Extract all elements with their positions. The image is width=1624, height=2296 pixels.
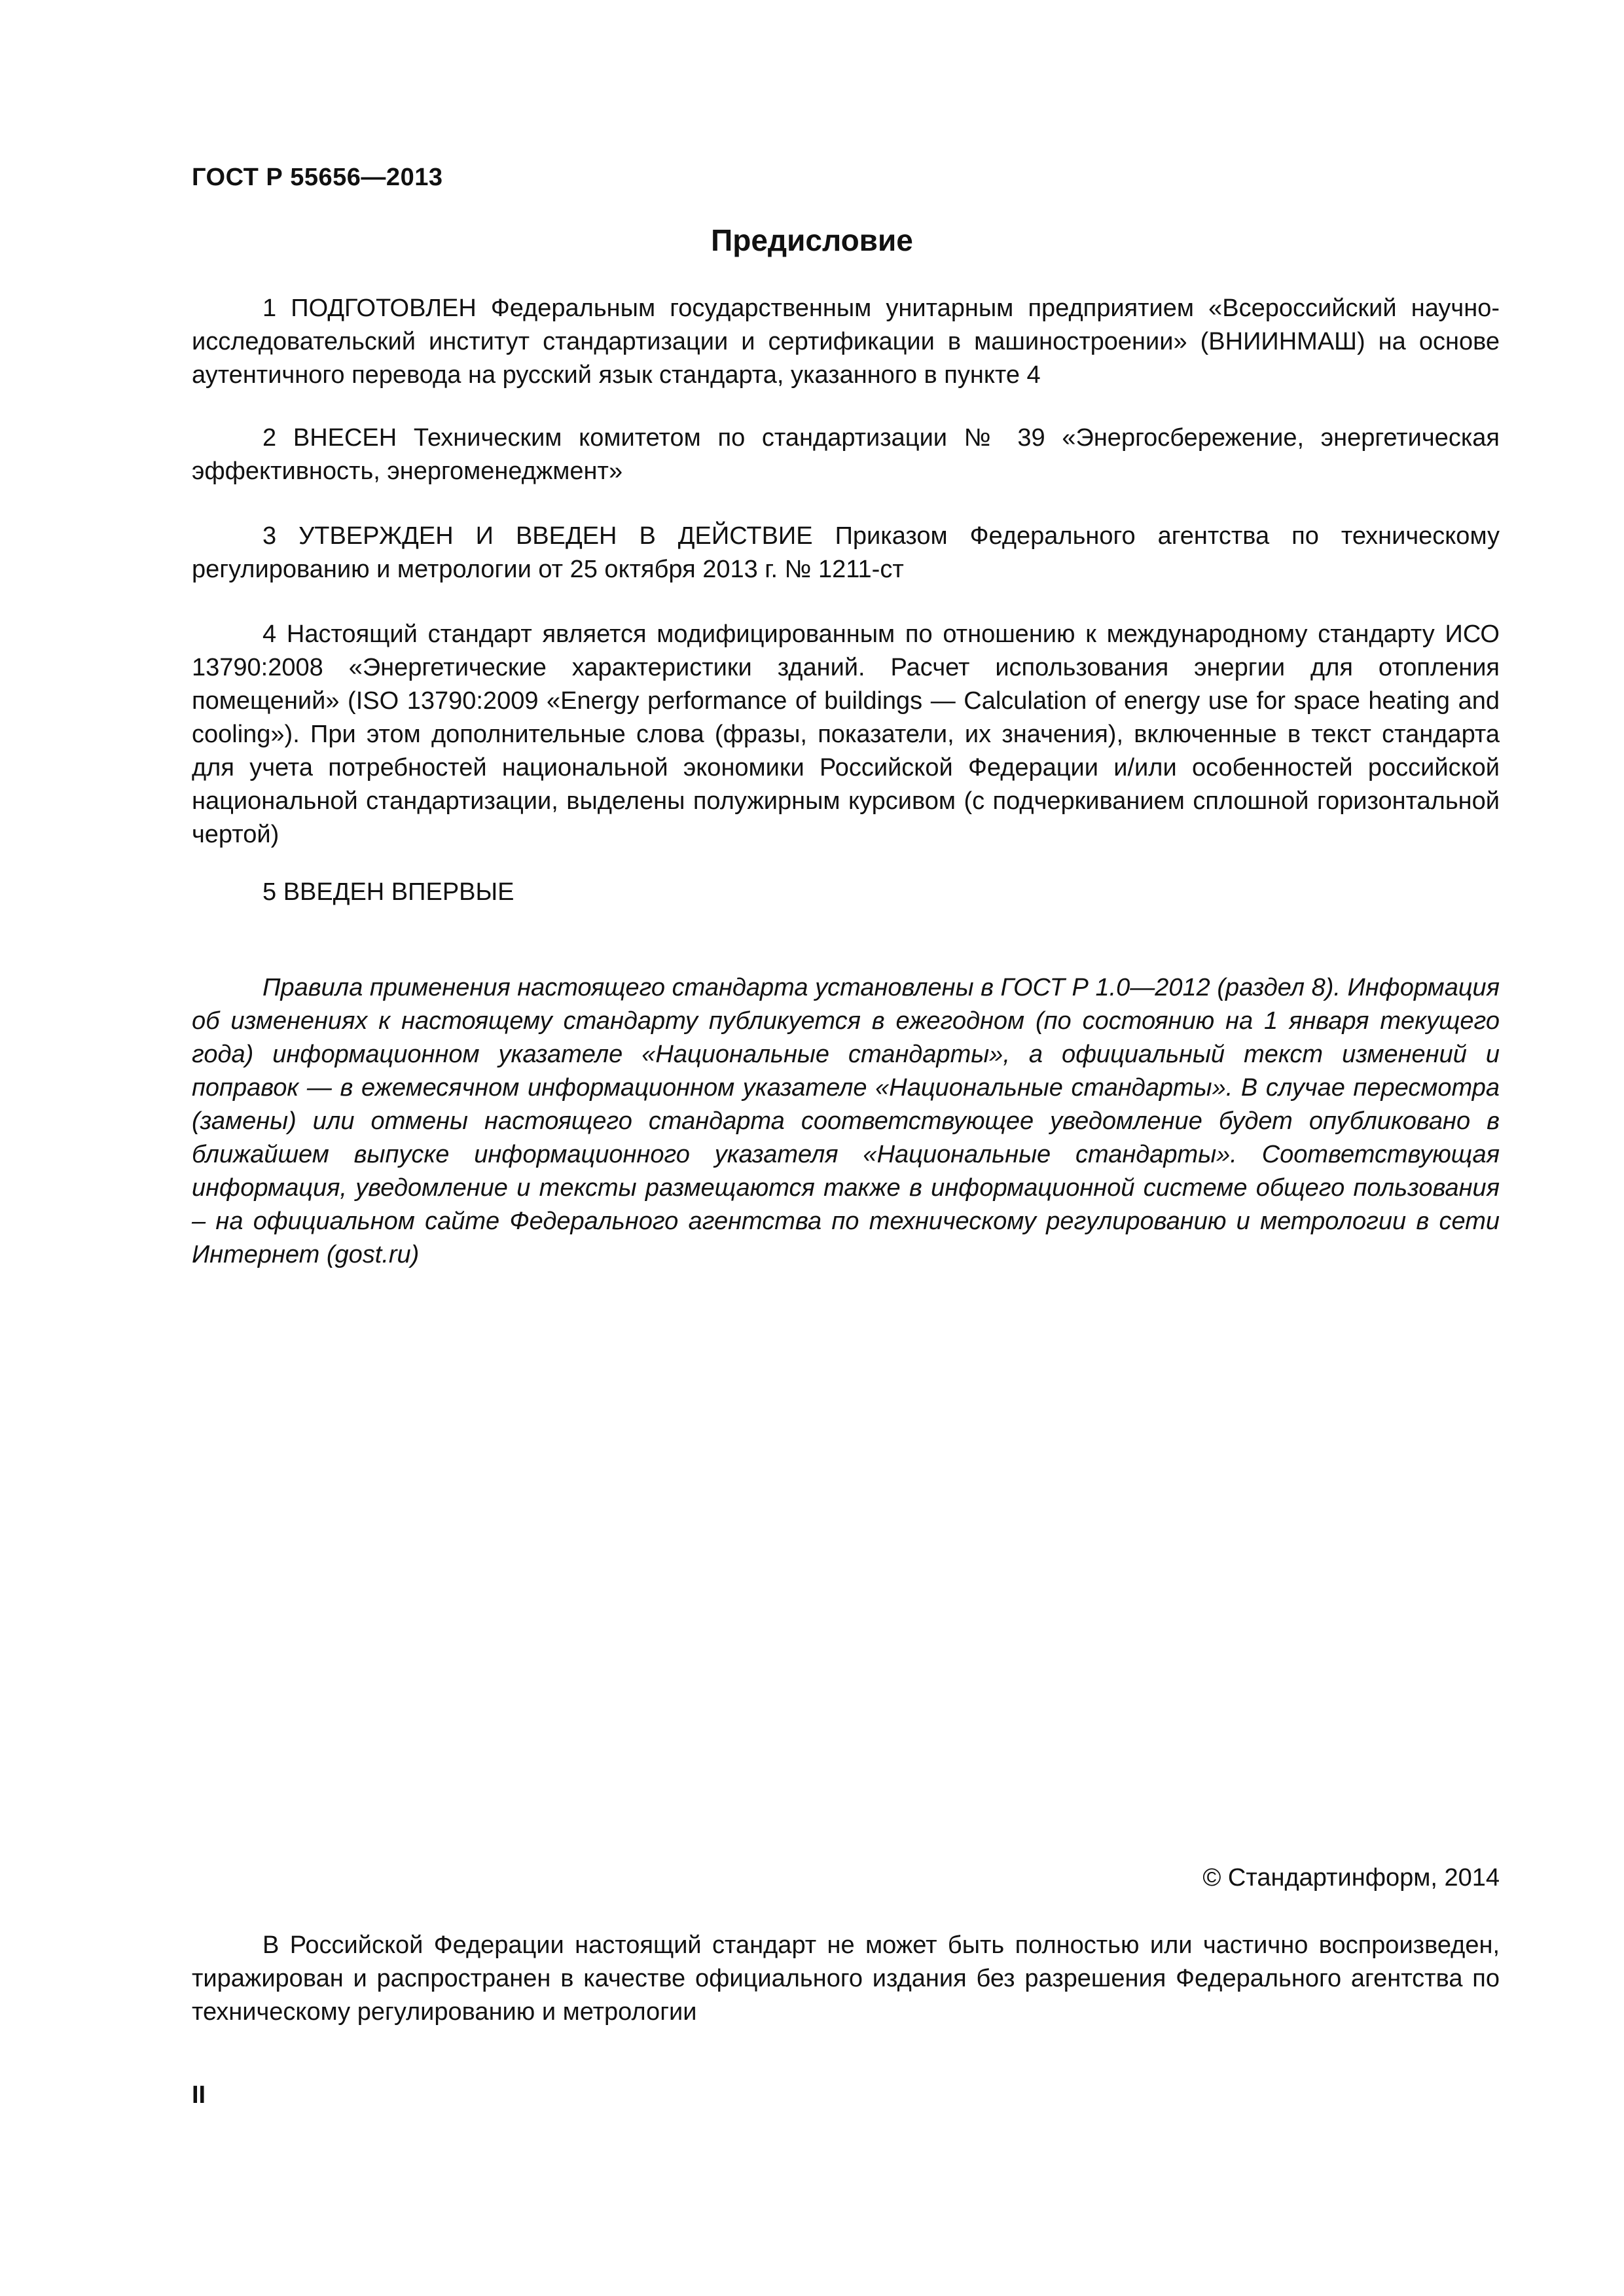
preface-item-5: 5 ВВЕДЕН ВПЕРВЫЕ <box>262 878 514 906</box>
preface-item-2: 2 ВНЕСЕН Техническим комитетом по стандартизации № 39 «Энергосбережение, энергетическая эффективность, энергоменеджмент» <box>192 424 1500 485</box>
page-title: Предисловие <box>711 223 913 257</box>
application-rules-note: Правила применения настоящего стандарта установлены в ГОСТ Р 1.0—2012 (раздел 8). Информация об изменениях к настоящему стандарту публикуется в ежегодном (по состоянию на 1 января текущего года) информационном указателе «Национальные стандарты», а официальный текст изменений и поправок — в ежемесячном информационном указателе «Национальные стандарты». В случае пересмотра (замены) или отмены настоящего стандарта соответствующее уведомление будет опубликовано в ближайшем выпуске информационного указателя «Национальные стандарты». Соответствующая информация, уведомление и тексты размещаются также в информационной системе общего пользования – на официальном сайте Федерального агентства по техническому регулированию и метрологии в сети Интернет (gost.ru) <box>192 974 1500 1268</box>
copyright-line: © Стандартинформ, 2014 <box>1202 1864 1500 1892</box>
preface-item-1: 1 ПОДГОТОВЛЕН Федеральным государственным унитарным предприятием «Всероссийский научно-исследовательский институт стандартизации и сертификации в машиностроении» (ВНИИНМАШ) на основе аутентичного перевода на русский язык стандарта, указанного в пункте 4 <box>192 295 1500 389</box>
page-number: II <box>192 2081 206 2109</box>
preface-item-4: 4 Настоящий стандарт является модифицированным по отношению к международному стандарту ИСО 13790:2008 «Энергетические характеристики зданий. Расчет использования энергии для отопления помещений» (ISO 13790:2009 «Energy performance of buildings — Calculation of energy use for space heating and cooling»). При этом дополнительные слова (фразы, показатели, их значения), включенные в текст стандарта для учета потребностей национальной экономики Российской Федерации и/или особенностей российской национальной стандартизации, выделены полужирным курсивом (с подчеркиванием сплошной горизонтальной чертой) <box>192 620 1500 848</box>
reproduction-notice: В Российской Федерации настоящий стандарт не может быть полностью или частично воспроизведен, тиражирован и распространен в качестве официального издания без разрешения Федерального агентства по техническому регулированию и метрологии <box>192 1931 1500 2026</box>
preface-item-3: 3 УТВЕРЖДЕН И ВВЕДЕН В ДЕЙСТВИЕ Приказом Федерального агентства по техническому регулированию и метрологии от 25 октября 2013 г. № 1211-ст <box>192 522 1500 583</box>
standard-code: ГОСТ Р 55656—2013 <box>192 164 443 191</box>
